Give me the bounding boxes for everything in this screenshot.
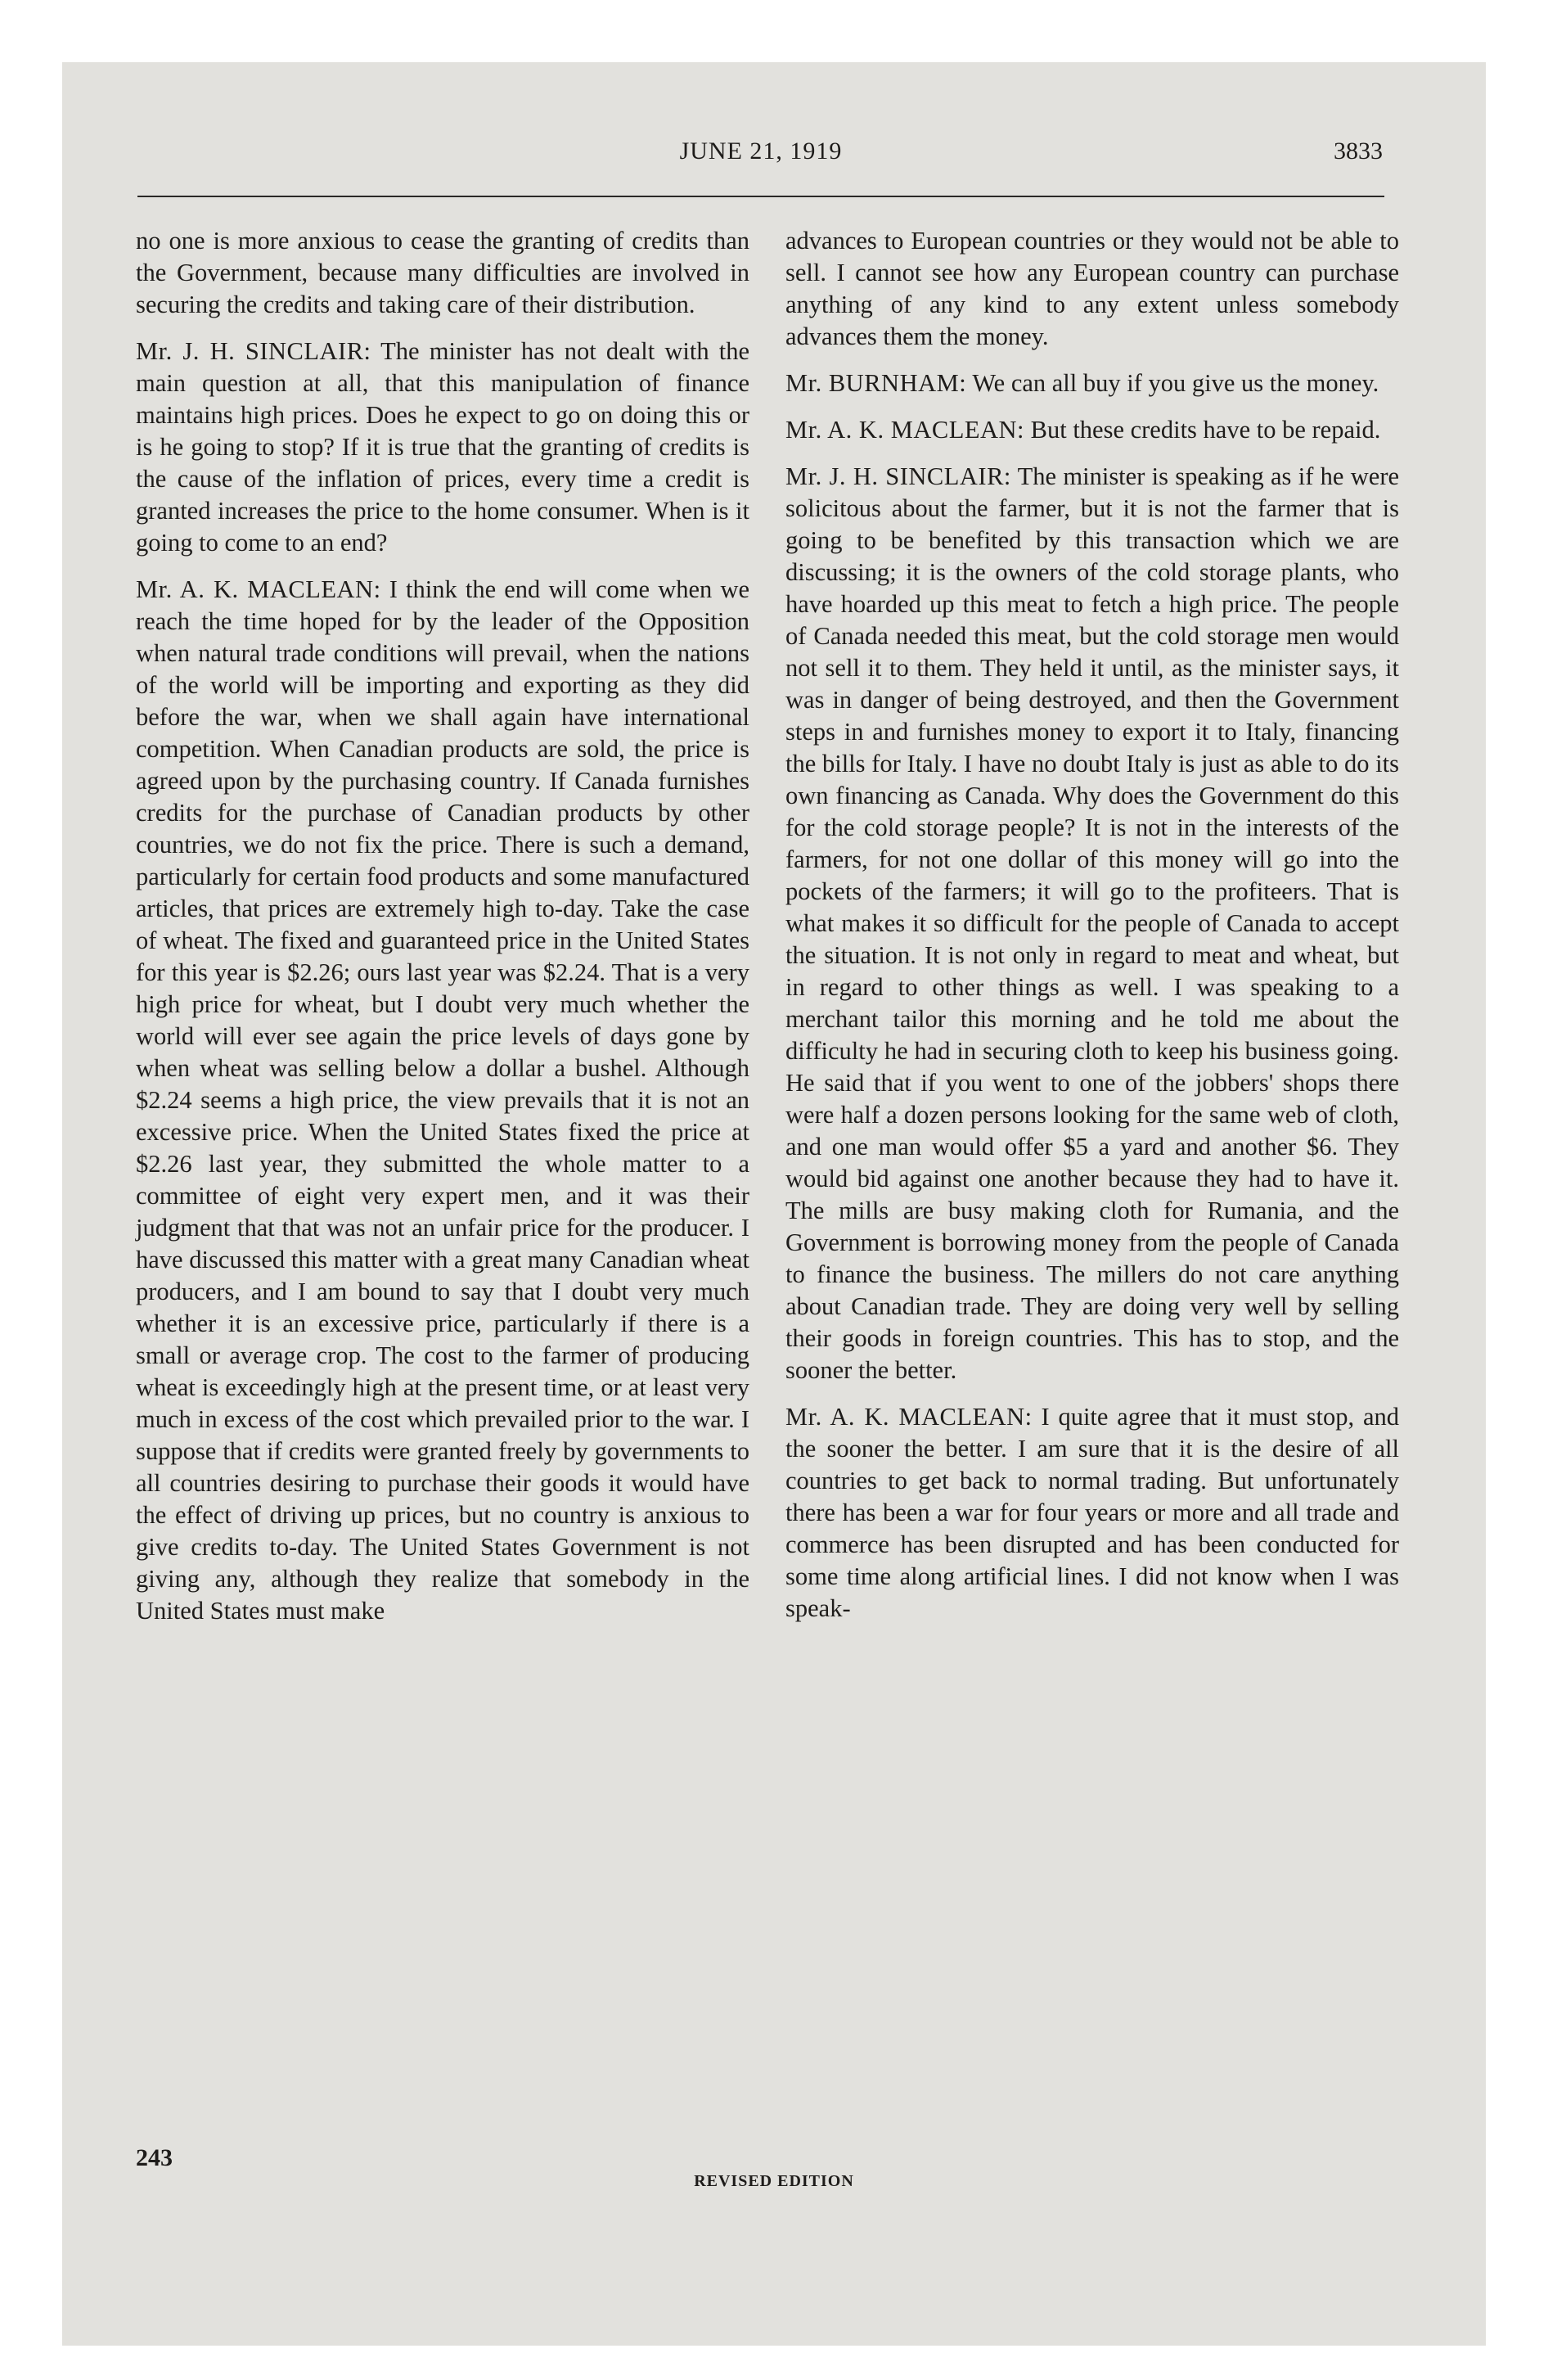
paragraph bbox=[136, 225, 749, 321]
speech-burnham bbox=[785, 367, 1399, 399]
speaker-name: Mr. A. K. MACLEAN: bbox=[785, 1403, 1033, 1431]
speech-text: But these credits have to be repaid. bbox=[1030, 416, 1381, 444]
speaker-name: Mr. A. K. MACLEAN: bbox=[785, 416, 1024, 444]
edition-label: REVISED EDITION bbox=[694, 2172, 854, 2190]
speech-sinclair bbox=[136, 336, 749, 559]
page-number: 3833 bbox=[1334, 137, 1383, 165]
paragraph-text: advances to European countries or they would not be able to sell. I cannot see how any European country can purchase anything of any kind to any extent unless somebody advances them the money. bbox=[785, 227, 1399, 350]
speaker-name: Mr. J. H. SINCLAIR: bbox=[785, 462, 1011, 490]
running-head-date: JUNE 21, 1919 bbox=[679, 137, 843, 165]
speech-sinclair bbox=[785, 461, 1399, 1386]
speaker-name: Mr. J. H. SINCLAIR: bbox=[136, 337, 371, 365]
speech-text: We can all buy if you give us the money. bbox=[972, 369, 1379, 397]
speaker-name: Mr. BURNHAM: bbox=[785, 369, 967, 397]
speech-maclean bbox=[785, 1401, 1399, 1625]
speech-text: The minister is speaking as if he were solicitous about the farmer, but it is not the farmer that is going to be benefited by this transaction which we are discussing; it is the owners of the cold storage plants, who have hoarded up this meat to fetch a high price. The people of Canada needed this meat, but the cold storage men would not sell it to them. They held it until, as the minister says, it was in danger of being destroyed, and then the Government steps in and furnishes money to export it to Italy, financing the bills for Italy. I have no doubt Italy is just as able to do its own financing as Canada. Why does the Government do this for the cold storage people? It is not in the interests of the farmers, for not one dollar of this money will go into the pockets of the farmers; it will go to the profiteers. That is what makes it so difficult for the people of Canada to accept the situation. It is not only in regard to meat and wheat, but in regard to other things as well. I was speaking to a merchant tailor this morning and he told me about the difficulty he had in securing cloth to keep his business going. He said that if you went to one of the jobbers' shops there were half a dozen persons looking for the same web of cloth, and one man would offer $5 a yard and another $6. They would bid against one another because they had to have it. The mills are busy making cloth for Rumania, and the Government is borrowing money from the people of Canada to finance the business. The millers do not care anything about Canadian trade. They are doing very well by selling their goods in foreign countries. This has to stop, and the sooner the better. bbox=[785, 462, 1400, 1384]
speech-maclean bbox=[785, 414, 1399, 446]
speech-text: I quite agree that it must stop, and the sooner the better. I am sure that it is the desire of all countries to get back to normal trading. But unfortunately there has been a war for four years or more and all trade and commerce has been disrupted and has been conducted for some time along artificial lines. I did not know when I was speak- bbox=[785, 1403, 1399, 1622]
page-header bbox=[139, 137, 1383, 178]
speech-text: The minister has not dealt with the main question at all, that this manipulation of finance maintains high prices. Does he expect to go on doing this or is he going to stop? If it is true that the granting of credits is the cause of the inflation of prices, every time a credit is granted increases the price to the home consumer. When is it going to come to an end? bbox=[136, 337, 750, 557]
left-column bbox=[136, 225, 749, 1642]
paragraph bbox=[785, 225, 1399, 353]
speaker-name: Mr. A. K. MACLEAN: bbox=[136, 575, 381, 603]
speech-maclean bbox=[136, 574, 749, 1627]
folio-number: 243 bbox=[136, 2144, 173, 2171]
speech-text: I think the end will come when we reach the time hoped for by the leader of the Opposition when natural trade conditions will prevail, when the nations of the world will be importing and exporting as they did before the war, when we shall again have international competition. When Canadian products are sold, the price is agreed upon by the purchasing country. If Canada furnishes credits for the purchase of Canadian products by other countries, we do not fix the price. There is such a demand, particularly for certain food products and some manufactured articles, that prices are extremely high to-day. Take the case of wheat. The fixed and guaranteed price in the United States for this year is $2.26; ours last year was $2.24. That is a very high price for wheat, but I doubt very much whether the world will ever see again the price levels of days gone by when wheat was selling below a dollar a bushel. Although $2.24 seems a high price, the view prevails that it is not an excessive price. When the United States fixed the price at $2.26 last year, they submitted the whole matter to a committee of eight very expert men, and it was their judgment that that was not an unfair price for the producer. I have discussed this matter with a great many Canadian wheat producers, and I am bound to say that I doubt very much whether it is an excessive price, particularly if there is a small or average crop. The cost to the farmer of producing wheat is exceedingly high at the present time, or at least very much in excess of the cost which prevailed prior to the war. I suppose that if credits were granted freely by governments to all countries desiring to purchase their goods it would have the effect of driving up prices, but no country is anxious to give credits to-day. The United States Government is not giving any, although they realize that somebody in the United States must make bbox=[136, 575, 750, 1625]
right-column bbox=[785, 225, 1399, 1639]
header-rule bbox=[137, 196, 1384, 197]
paragraph-text: no one is more anxious to cease the granting of credits than the Government, because many difficulties are involved in securing the credits and taking care of their distribution. bbox=[136, 227, 749, 318]
